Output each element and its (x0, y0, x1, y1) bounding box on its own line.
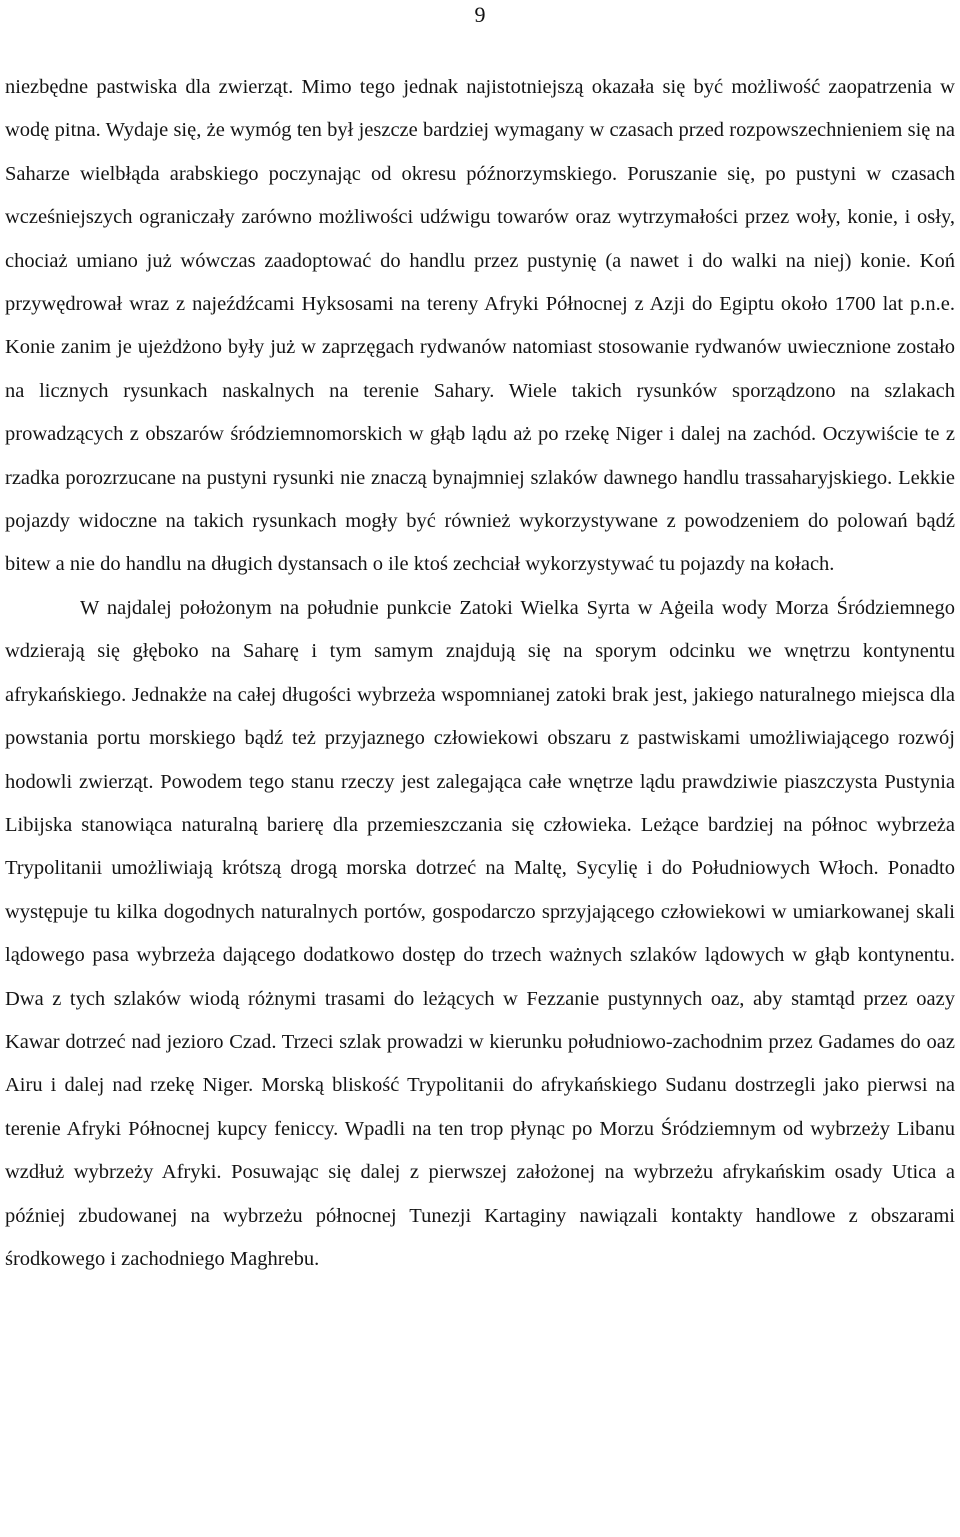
paragraph-continued: niezbędne pastwiska dla zwierząt. Mimo tego jednak najistotniejszą okazała się być możliwość zaopatrzenia w wodę pitna. Wydaje się, że wymóg ten był jeszcze bardziej wymagany w czasach przed rozpowszechnieniem się na Saharze wielbłąda arabskiego poczynając od okresu późnorzymskiego. Poruszanie się, po pustyni w czasach wcześniejszych ograniczały zarówno możliwości udźwigu towarów oraz wytrzymałości przez woły, konie, i osły, chociaż umiano już wówczas zaadoptować do handlu przez pustynię (a nawet i do walki na niej) konie. Koń przywędrował wraz z najeźdźcami Hyksosami na tereny Afryki Północnej z Azji do Egiptu około 1700 lat p.n.e. Konie zanim je ujeżdżono były już w zaprzęgach rydwanów natomiast stosowanie rydwanów uwiecznione zostało na licznych rysunkach naskalnych na terenie Sahary. Wiele takich rysunków sporządzono na szlakach prowadzących z obszarów śródziemnomorskich w głąb lądu aż po rzekę Niger i dalej na zachód. Oczywiście te z rzadka porozrzucane na pustyni rysunki nie znaczą bynajmniej szlaków dawnego handlu trassaharyjskiego. Lekkie pojazdy widoczne na takich rysunkach mogły być również wykorzystywane z powodzeniem do polowań bądź bitew a nie do handlu na długich dystansach o ile ktoś zechciał wykorzystywać tu pojazdy na kołach. (5, 76, 955, 576)
document-body (5, 66, 955, 1281)
paragraph: W najdalej położonym na południe punkcie Zatoki Wielka Syrta w Aġeila wody Morza Śródziemnego wdzierają się głęboko na Saharę i tym samym znajdują się na sporym odcinku we wnętrzu kontynentu afrykańskiego. Jednakże na całej długości wybrzeża wspomnianej zatoki brak jest, jakiego naturalnego miejsca dla powstania portu morskiego bądź też przyjaznego człowiekowi obszaru z pastwiskami umożliwiającego rozwój hodowli zwierząt. Powodem tego stanu rzeczy jest zalegająca całe wnętrze lądu prawdziwie piaszczysta Pustynia Libijska stanowiąca naturalną barierę dla przemieszczania się człowieka. Leżące bardziej na północ wybrzeża Trypolitanii umożliwiają krótszą drogą morska dotrzeć na Maltę, Sycylię i do Południowych Włoch. Ponadto występuje tu kilka dogodnych naturalnych portów, gospodarczo sprzyjającego człowiekowi w umiarkowanej skali lądowego pasa wybrzeża dającego dodatkowo dostęp do trzech ważnych szlaków lądowych w głąb kontynentu. Dwa z tych szlaków wiodą różnymi trasami do leżących w Fezzanie pustynnych oaz, aby stamtąd przez oazy Kawar dotrzeć nad jezioro Czad. Trzeci szlak prowadzi w kierunku południowo-zachodnim przez Gadames do oaz Airu i dalej nad rzekę Niger. Morską bliskość Trypolitanii do afrykańskiego Sudanu dostrzegli jako pierwsi na terenie Afryki Północnej kupcy feniccy. Wpadli na ten trop płynąc po Morzu Śródziemnym od wybrzeży Libanu wzdłuż wybrzeży Afryki. Posuwając się dalej z pierwszej założonej na wybrzeżu afrykańskim osady Utica a później zbudowanej na wybrzeżu północnej Tunezji Kartaginy nawiązali kontakty handlowe z obszarami środkowego i zachodniego Maghrebu. (5, 596, 955, 1270)
page-number: 9 (474, 2, 486, 27)
